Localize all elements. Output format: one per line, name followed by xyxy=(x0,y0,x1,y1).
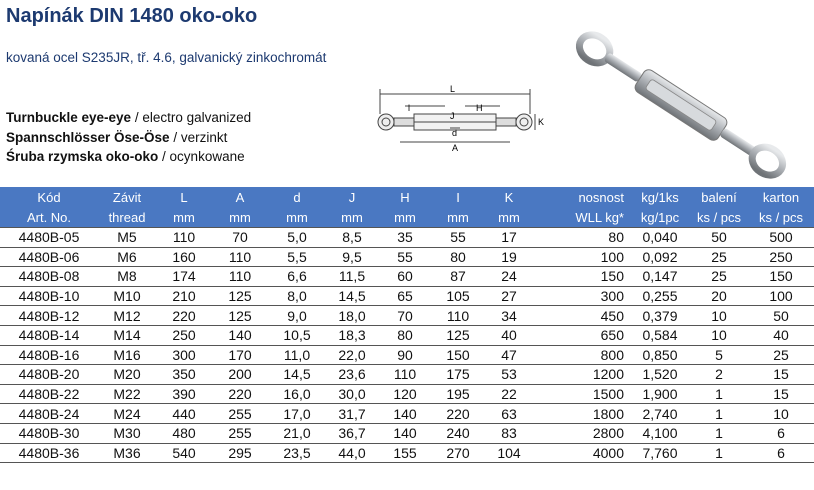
table-cell: 31,7 xyxy=(326,404,378,424)
article-number-cell: 4480B-22 xyxy=(0,384,98,404)
column-header-cell: A xyxy=(212,187,268,207)
table-cell: 110 xyxy=(212,267,268,287)
table-cell: 155 xyxy=(378,443,432,463)
column-header-cell: Závit xyxy=(98,187,156,207)
table-cell: 9,0 xyxy=(268,306,326,326)
page-subtitle: kovaná ocel S235JR, tř. 4.6, galvanický zinkochromát xyxy=(6,50,327,65)
table-cell: 11,5 xyxy=(326,267,378,287)
table-cell: 90 xyxy=(378,345,432,365)
table-cell: 40 xyxy=(484,325,534,345)
table-cell: 25 xyxy=(690,267,748,287)
table-cell: 10 xyxy=(748,404,814,424)
table-cell: 83 xyxy=(484,423,534,443)
table-cell: 36,7 xyxy=(326,423,378,443)
table-cell: 14,5 xyxy=(268,365,326,385)
article-number-cell: 4480B-10 xyxy=(0,286,98,306)
table-cell: 255 xyxy=(212,423,268,443)
column-header-cell: J xyxy=(326,187,378,207)
table-cell: 87 xyxy=(432,267,484,287)
table-cell: 250 xyxy=(748,247,814,267)
label-d: d xyxy=(452,128,458,138)
table-cell: 4000 xyxy=(534,443,630,463)
table-cell: 30,0 xyxy=(326,384,378,404)
table-cell: 27 xyxy=(484,286,534,306)
table-cell: 40 xyxy=(748,325,814,345)
table-cell: M20 xyxy=(98,365,156,385)
table-cell: 5 xyxy=(690,345,748,365)
table-cell: 25 xyxy=(690,247,748,267)
table-cell: 174 xyxy=(156,267,212,287)
table-cell: 1,520 xyxy=(630,365,690,385)
article-number-cell: 4480B-24 xyxy=(0,404,98,424)
table-cell: 120 xyxy=(378,384,432,404)
table-cell: 4,100 xyxy=(630,423,690,443)
label-J: J xyxy=(450,111,455,121)
table-cell: 6 xyxy=(748,423,814,443)
column-unit-header-cell: mm xyxy=(268,207,326,228)
table-cell: 2,740 xyxy=(630,404,690,424)
table-cell: 220 xyxy=(432,404,484,424)
table-cell: 100 xyxy=(534,247,630,267)
column-header-cell: Kód xyxy=(0,187,98,207)
table-cell: 8,5 xyxy=(326,228,378,248)
column-unit-header-cell: kg/1pc xyxy=(630,207,690,228)
column-header-cell: K xyxy=(484,187,534,207)
label-H: H xyxy=(476,103,483,113)
label-L: L xyxy=(450,84,456,94)
table-cell: 35 xyxy=(378,228,432,248)
table-cell: 9,5 xyxy=(326,247,378,267)
table-cell: 5,5 xyxy=(268,247,326,267)
table-cell: 22 xyxy=(484,384,534,404)
article-number-cell: 4480B-30 xyxy=(0,423,98,443)
description-rest: / ocynkowane xyxy=(158,149,245,164)
product-table xyxy=(0,187,814,463)
column-header-cell: d xyxy=(268,187,326,207)
table-cell: 170 xyxy=(212,345,268,365)
column-header-cell: balení xyxy=(690,187,748,207)
description-rest: / verzinkt xyxy=(169,130,228,145)
table-cell: 150 xyxy=(432,345,484,365)
article-number-cell: 4480B-05 xyxy=(0,228,98,248)
description-polish xyxy=(6,149,245,164)
table-cell: 295 xyxy=(212,443,268,463)
table-cell: 210 xyxy=(156,286,212,306)
table-cell: 1 xyxy=(690,404,748,424)
column-unit-header-cell: ks / pcs xyxy=(748,207,814,228)
article-number-cell: 4480B-06 xyxy=(0,247,98,267)
table-row xyxy=(0,443,814,463)
table-cell: 55 xyxy=(432,228,484,248)
table-cell: 125 xyxy=(212,286,268,306)
column-header-cell: karton xyxy=(748,187,814,207)
table-cell: 0,584 xyxy=(630,325,690,345)
table-cell: 1,900 xyxy=(630,384,690,404)
table-cell: 16,0 xyxy=(268,384,326,404)
table-cell: M22 xyxy=(98,384,156,404)
table-cell: 110 xyxy=(432,306,484,326)
table-cell: 10 xyxy=(690,306,748,326)
table-cell: 150 xyxy=(534,267,630,287)
table-row xyxy=(0,247,814,267)
table-cell: 22,0 xyxy=(326,345,378,365)
table-row xyxy=(0,404,814,424)
table-cell: 11,0 xyxy=(268,345,326,365)
label-K: K xyxy=(538,117,545,127)
table-cell: 480 xyxy=(156,423,212,443)
table-cell: 300 xyxy=(156,345,212,365)
table-header-row-2 xyxy=(0,207,814,228)
table-cell: 200 xyxy=(212,365,268,385)
table-cell: M36 xyxy=(98,443,156,463)
table-cell: 1 xyxy=(690,423,748,443)
page-title: Napínák DIN 1480 oko-oko xyxy=(6,5,258,27)
table-cell: 17 xyxy=(484,228,534,248)
table-cell: 2 xyxy=(690,365,748,385)
table-cell: 0,147 xyxy=(630,267,690,287)
table-cell: 25 xyxy=(748,345,814,365)
table-cell: 6,6 xyxy=(268,267,326,287)
table-cell: 450 xyxy=(534,306,630,326)
table-cell: 5,0 xyxy=(268,228,326,248)
table-cell: 800 xyxy=(534,345,630,365)
table-cell: 270 xyxy=(432,443,484,463)
table-cell: 0,379 xyxy=(630,306,690,326)
table-cell: M16 xyxy=(98,345,156,365)
column-header-cell: nosnost xyxy=(534,187,630,207)
description-rest: / electro galvanized xyxy=(131,110,252,125)
table-cell: 104 xyxy=(484,443,534,463)
column-unit-header-cell: thread xyxy=(98,207,156,228)
table-cell: 0,040 xyxy=(630,228,690,248)
table-cell: 15 xyxy=(748,384,814,404)
table-cell: 23,6 xyxy=(326,365,378,385)
table-cell: M10 xyxy=(98,286,156,306)
table-row xyxy=(0,345,814,365)
article-number-cell: 4480B-12 xyxy=(0,306,98,326)
column-unit-header-cell: mm xyxy=(212,207,268,228)
article-number-cell: 4480B-20 xyxy=(0,365,98,385)
description-german xyxy=(6,130,227,145)
table-cell: 650 xyxy=(534,325,630,345)
column-unit-header-cell: mm xyxy=(156,207,212,228)
table-row xyxy=(0,423,814,443)
table-cell: 500 xyxy=(748,228,814,248)
table-row xyxy=(0,267,814,287)
table-cell: 300 xyxy=(534,286,630,306)
table-cell: 255 xyxy=(212,404,268,424)
table-cell: 70 xyxy=(378,306,432,326)
table-cell: 195 xyxy=(432,384,484,404)
table-cell: 150 xyxy=(748,267,814,287)
table-cell: 44,0 xyxy=(326,443,378,463)
table-cell: 18,0 xyxy=(326,306,378,326)
table-cell: 240 xyxy=(432,423,484,443)
table-cell: M14 xyxy=(98,325,156,345)
description-bold: Śruba rzymska oko-oko xyxy=(6,149,159,164)
table-cell: 105 xyxy=(432,286,484,306)
table-cell: 140 xyxy=(378,423,432,443)
table-cell: 10 xyxy=(690,325,748,345)
table-cell: 80 xyxy=(534,228,630,248)
table-cell: M24 xyxy=(98,404,156,424)
table-cell: 390 xyxy=(156,384,212,404)
table-row xyxy=(0,228,814,248)
table-cell: 6 xyxy=(748,443,814,463)
table-cell: 7,760 xyxy=(630,443,690,463)
column-header-cell: L xyxy=(156,187,212,207)
table-cell: 140 xyxy=(212,325,268,345)
table-cell: 0,850 xyxy=(630,345,690,365)
column-unit-header-cell: mm xyxy=(326,207,378,228)
turnbuckle-product-photo xyxy=(556,28,806,183)
table-cell: M6 xyxy=(98,247,156,267)
table-row xyxy=(0,384,814,404)
description-english xyxy=(6,110,251,125)
column-unit-header-cell: mm xyxy=(432,207,484,228)
table-cell: 140 xyxy=(378,404,432,424)
table-cell: 1500 xyxy=(534,384,630,404)
table-cell: 350 xyxy=(156,365,212,385)
table-cell: 14,5 xyxy=(326,286,378,306)
table-cell: 50 xyxy=(690,228,748,248)
column-unit-header-cell: mm xyxy=(484,207,534,228)
table-body xyxy=(0,228,814,463)
table-cell: 125 xyxy=(212,306,268,326)
table-header-row-1 xyxy=(0,187,814,207)
table-cell: 10,5 xyxy=(268,325,326,345)
description-bold: Spannschlösser Öse-Öse xyxy=(6,130,170,145)
table-cell: 15 xyxy=(748,365,814,385)
table-cell: 70 xyxy=(212,228,268,248)
table-cell: 110 xyxy=(378,365,432,385)
table-cell: 65 xyxy=(378,286,432,306)
table-cell: 8,0 xyxy=(268,286,326,306)
table-cell: 47 xyxy=(484,345,534,365)
table-cell: 53 xyxy=(484,365,534,385)
column-unit-header-cell: ks / pcs xyxy=(690,207,748,228)
table-cell: M8 xyxy=(98,267,156,287)
column-unit-header-cell: mm xyxy=(378,207,432,228)
table-cell: 21,0 xyxy=(268,423,326,443)
turnbuckle-technical-drawing xyxy=(370,84,550,154)
article-number-cell: 4480B-16 xyxy=(0,345,98,365)
table-cell: 19 xyxy=(484,247,534,267)
table-row xyxy=(0,286,814,306)
table-cell: 23,5 xyxy=(268,443,326,463)
table-cell: 63 xyxy=(484,404,534,424)
table-cell: 80 xyxy=(378,325,432,345)
table-cell: 110 xyxy=(156,228,212,248)
article-number-cell: 4480B-08 xyxy=(0,267,98,287)
table-cell: M5 xyxy=(98,228,156,248)
table-cell: 1 xyxy=(690,384,748,404)
table-cell: 24 xyxy=(484,267,534,287)
table-row xyxy=(0,365,814,385)
article-number-cell: 4480B-14 xyxy=(0,325,98,345)
table-cell: 125 xyxy=(432,325,484,345)
table-cell: 55 xyxy=(378,247,432,267)
table-cell: 250 xyxy=(156,325,212,345)
table-cell: 80 xyxy=(432,247,484,267)
table-cell: 1 xyxy=(690,443,748,463)
table-cell: 540 xyxy=(156,443,212,463)
table-cell: 34 xyxy=(484,306,534,326)
table-cell: 0,092 xyxy=(630,247,690,267)
column-header-cell: I xyxy=(432,187,484,207)
table-cell: 2800 xyxy=(534,423,630,443)
table-cell: 20 xyxy=(690,286,748,306)
column-header-cell: H xyxy=(378,187,432,207)
table-cell: 220 xyxy=(212,384,268,404)
table-cell: 50 xyxy=(748,306,814,326)
table-cell: 17,0 xyxy=(268,404,326,424)
table-cell: 1200 xyxy=(534,365,630,385)
description-bold: Turnbuckle eye-eye xyxy=(6,110,132,125)
label-l: l xyxy=(408,103,410,113)
table-cell: 0,255 xyxy=(630,286,690,306)
table-cell: 440 xyxy=(156,404,212,424)
table-row xyxy=(0,306,814,326)
table-cell: 220 xyxy=(156,306,212,326)
label-A: A xyxy=(452,143,459,153)
table-cell: 100 xyxy=(748,286,814,306)
table-cell: 1800 xyxy=(534,404,630,424)
column-header-cell: kg/1ks xyxy=(630,187,690,207)
table-cell: M12 xyxy=(98,306,156,326)
column-unit-header-cell: Art. No. xyxy=(0,207,98,228)
table-cell: 60 xyxy=(378,267,432,287)
table-cell: 175 xyxy=(432,365,484,385)
table-cell: 160 xyxy=(156,247,212,267)
article-number-cell: 4480B-36 xyxy=(0,443,98,463)
table-row xyxy=(0,325,814,345)
column-unit-header-cell: WLL kg* xyxy=(534,207,630,228)
table-cell: 110 xyxy=(212,247,268,267)
table-cell: 18,3 xyxy=(326,325,378,345)
table-cell: M30 xyxy=(98,423,156,443)
